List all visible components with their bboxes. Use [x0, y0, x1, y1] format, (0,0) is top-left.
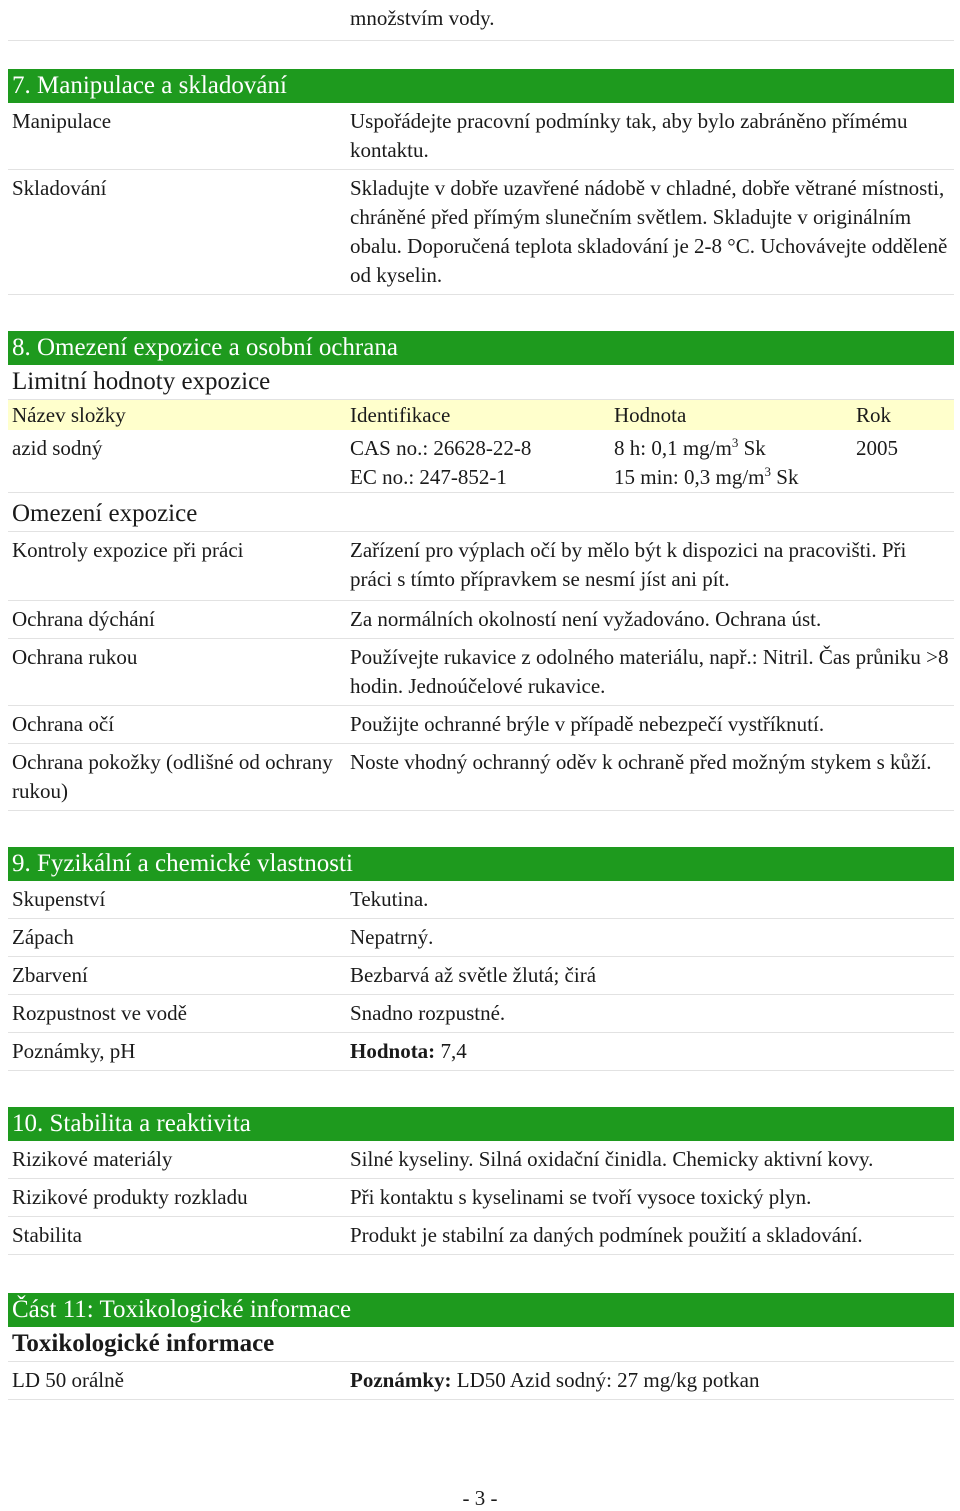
limits-table-header: Název složky Identifikace Hodnota Rok [8, 400, 954, 430]
top-continuation-row [8, 0, 954, 41]
s10-row-stabilita: Stabilita Produkt je stabilní za daných podmínek použití a skladování. [8, 1217, 954, 1255]
section-10-header: 10. Stabilita a reaktivita [8, 1107, 954, 1141]
document-page [8, 0, 954, 1400]
top-line: množstvím vody. [350, 6, 495, 30]
limits-title: Limitní hodnoty expozice [8, 365, 954, 400]
s7-row-skladovani: Skladování Skladujte v dobře uzavřené nádobě v chladné, dobře větrané místnosti, chráněné před přímým slunečním světlem. Skladujte v originálním obalu. Doporučená teplota skladování je 2-8 °C. Uchovávejte odděleně od kyselin. [8, 170, 954, 295]
s8-row-rukou: Ochrana rukou Používejte rukavice z odolného materiálu, např.: Nitril. Čas průniku >8 hodin. Jednoúčelové rukavice. [8, 639, 954, 706]
s8-row-kontroly: Kontroly expozice při práci Zařízení pro výplach očí by mělo být k dispozici na pracovišti. Při práci s tímto přípravkem se nesmí jíst ani pít. [8, 532, 954, 601]
s9-row-zapach: Zápach Nepatrný. [8, 919, 954, 957]
section-9-header: 9. Fyzikální a chemické vlastnosti [8, 847, 954, 881]
s10-row-materialy: Rizikové materiály Silné kyseliny. Silná oxidační činidla. Chemicky aktivní kovy. [8, 1141, 954, 1179]
controls-title: Omezení expozice [8, 497, 954, 532]
s8-row-pokozky: Ochrana pokožky (odlišné od ochrany rukou) Noste vhodný ochranný oděv k ochraně před možným stykem s kůží. [8, 744, 954, 811]
section-11-header: Část 11: Toxikologické informace [8, 1293, 954, 1327]
section-7-header: 7. Manipulace a skladování [8, 69, 954, 103]
s10-row-produkty: Rizikové produkty rozkladu Při kontaktu s kyselinami se tvoří vysoce toxický plyn. [8, 1179, 954, 1217]
page-number: - 3 - [462, 1486, 498, 1510]
table-row: azid sodný CAS no.: 26628-22-8 EC no.: 247-852-1 8 h: 0,1 $mg/m^3$ Sk 15 min: 0,3 $mg/m^3$ Sk 2005 [8, 430, 954, 493]
s8-row-oci: Ochrana očí Použijte ochranné brýle v případě nebezpečí vystříknutí. [8, 706, 954, 744]
s9-row-rozpustnost: Rozpustnost ve vodě Snadno rozpustné. [8, 995, 954, 1033]
s9-row-ph: Poznámky, pH Hodnota: 7,4 [8, 1033, 954, 1071]
s9-row-zbarveni: Zbarvení Bezbarvá až světle žlutá; čirá [8, 957, 954, 995]
s7-row-manipulace: Manipulace Uspořádejte pracovní podmínky tak, aby bylo zabráněno přímému kontaktu. [8, 103, 954, 170]
s11-row-ld50: LD 50 orálně Poznámky: LD50 Azid sodný: 27 mg/kg potkan [8, 1362, 954, 1400]
section-8-header: 8. Omezení expozice a osobní ochrana [8, 331, 954, 365]
tox-subtitle: Toxikologické informace [8, 1327, 954, 1362]
s8-row-dychani: Ochrana dýchání Za normálních okolností není vyžadováno. Ochrana úst. [8, 601, 954, 639]
s9-row-skupenstvi: Skupenství Tekutina. [8, 881, 954, 919]
